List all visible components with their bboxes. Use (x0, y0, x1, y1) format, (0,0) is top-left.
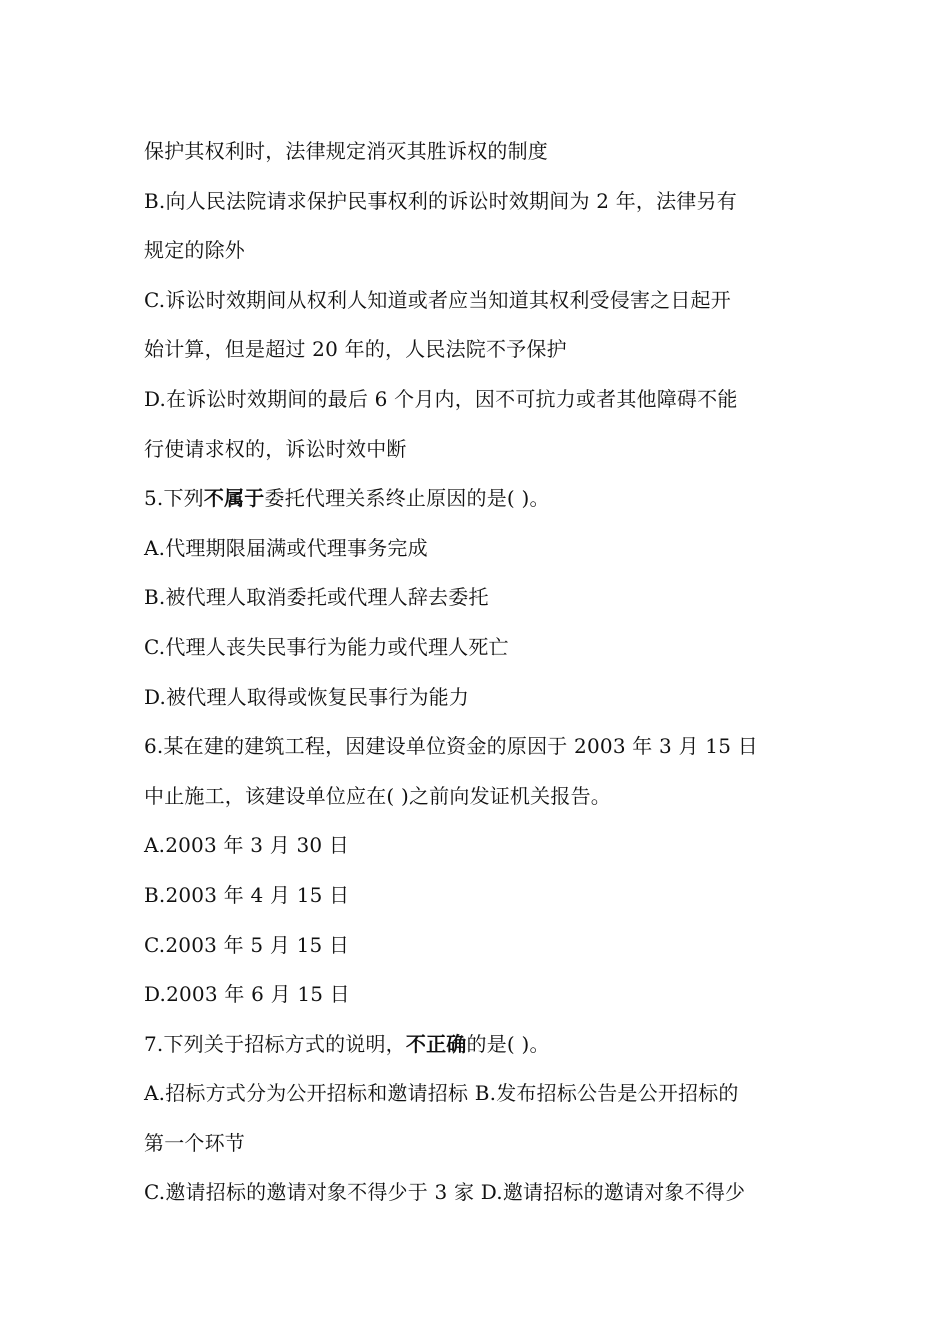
question-7-prefix: 7.下列关于招标方式的说明， (144, 1031, 406, 1056)
question-6-option-d: D.2003 年 6 月 15 日 (144, 982, 350, 1007)
question-5-option-b: B.被代理人取消委托或代理人辞去委托 (144, 585, 489, 610)
question-5-emphasis: 不属于 (203, 486, 265, 511)
text-line: B.向人民法院请求保护民事权利的诉讼时效期间为 2 年，法律另有 (144, 188, 737, 213)
question-7-options-line-1: A.招标方式分为公开招标和邀请招标 B.发布招标公告是公开招标的 (144, 1081, 739, 1106)
text-line: 保护其权利时，法律规定消灭其胜诉权的制度 (144, 139, 548, 163)
text-line: 规定的除外 (144, 238, 245, 263)
text-line: C.诉讼时效期间从权利人知道或者应当知道其权利受侵害之日起开 (144, 287, 731, 312)
question-7-stem (144, 1020, 814, 1070)
document-page (144, 127, 814, 1218)
question-7-emphasis: 不正确 (405, 1031, 467, 1056)
question-6-stem-line-2: 中止施工，该建设单位应在( )之前向发证机关报告。 (144, 783, 611, 808)
question-6-option-b: B.2003 年 4 月 15 日 (144, 882, 350, 907)
question-7-options-line-2: 第一个环节 (144, 1130, 245, 1155)
question-5-prefix: 5.下列 (144, 486, 204, 511)
question-5-suffix: 委托代理关系终止原因的是( )。 (264, 486, 550, 511)
question-5-stem (144, 474, 814, 524)
text-line: 行使请求权的，诉讼时效中断 (144, 436, 407, 461)
question-6-stem-line-1: 6.某在建的建筑工程，因建设单位资金的原因于 2003 年 3 月 15 日 (144, 734, 758, 759)
text-line: 始计算，但是超过 20 年的，人民法院不予保护 (144, 337, 567, 362)
question-5-option-d: D.被代理人取得或恢复民事行为能力 (144, 684, 470, 709)
question-5-option-a: A.代理期限届满或代理事务完成 (144, 535, 428, 560)
question-5-option-c: C.代理人丧失民事行为能力或代理人死亡 (144, 634, 509, 659)
question-7-options-line-3: C.邀请招标的邀请对象不得少于 3 家 D.邀请招标的邀请对象不得少 (144, 1180, 746, 1205)
question-6-option-a: A.2003 年 3 月 30 日 (144, 833, 350, 858)
text-line: D.在诉讼时效期间的最后 6 个月内，因不可抗力或者其他障碍不能 (144, 386, 738, 411)
question-6-option-c: C.2003 年 5 月 15 日 (144, 932, 350, 957)
question-7-suffix: 的是( )。 (466, 1031, 550, 1056)
